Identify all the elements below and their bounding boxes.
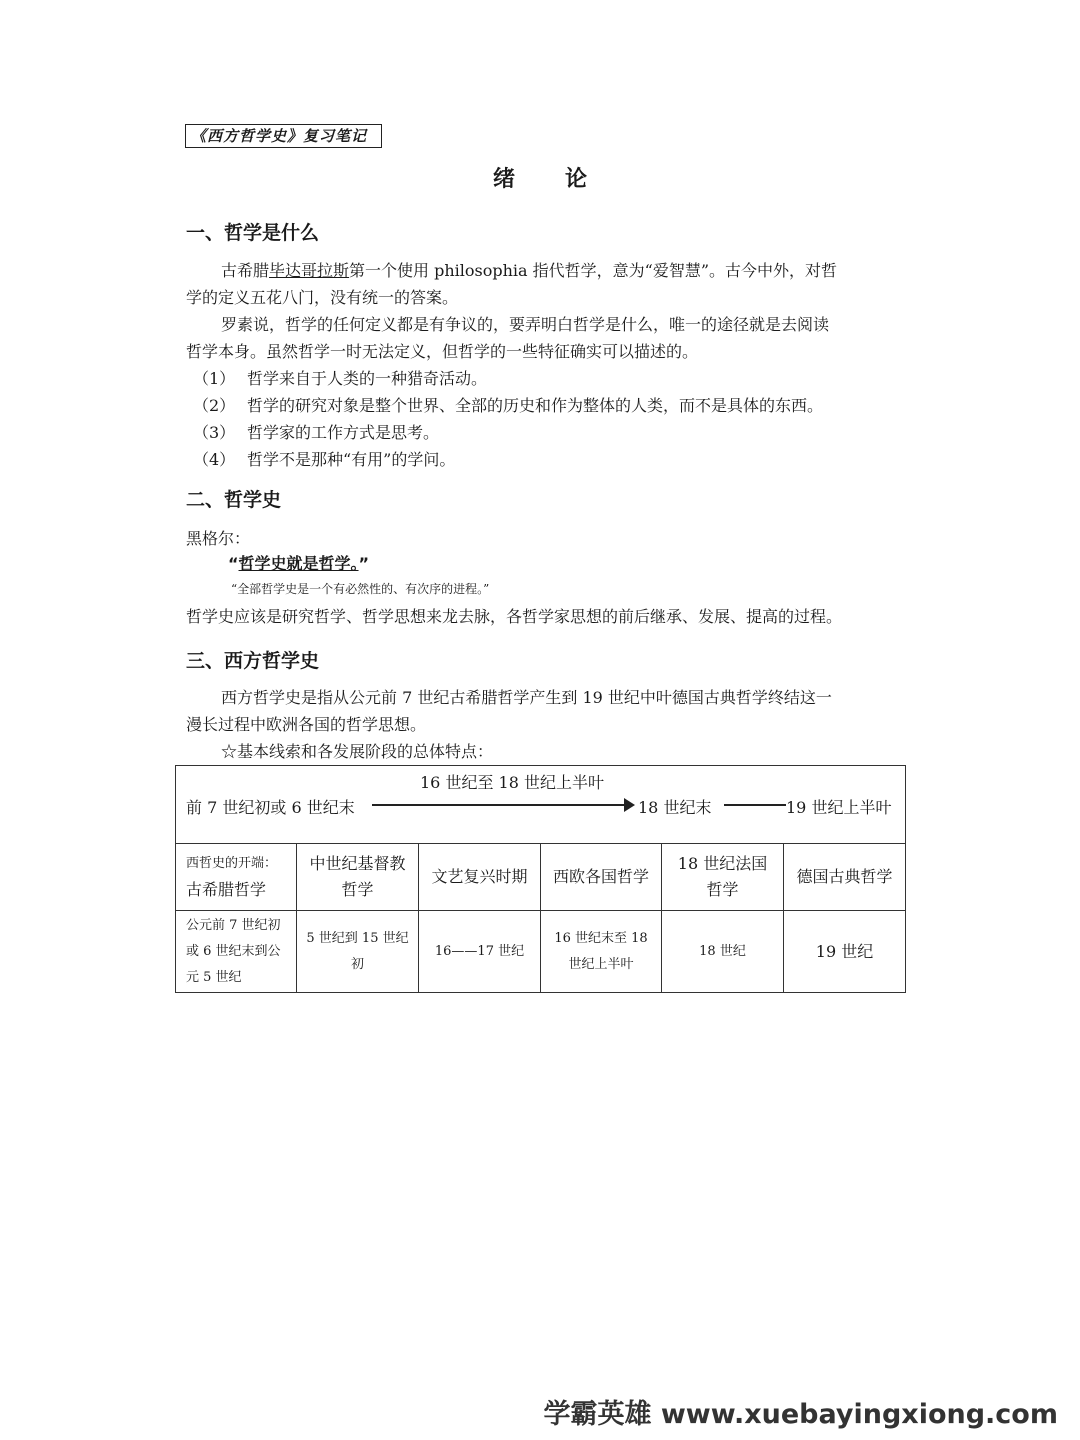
list-item-number: （2） [193, 396, 236, 415]
timeline-top-label: 16 世纪至 18 世纪上半叶 [420, 773, 604, 792]
table-cell: 16——17 世纪 [434, 943, 525, 959]
timeline-arrow-line [372, 804, 628, 806]
site-watermark: 学霸英雄 www.xuebayingxiong.com [543, 1399, 1058, 1430]
title-left: 绪 [492, 166, 515, 192]
section3-heading: 三、西方哲学史 [186, 650, 320, 672]
section1-heading: 一、哲学是什么 [186, 222, 320, 244]
list-item-text: 哲学的研究对象是整个世界、全部的历史和作为整体的人类，而不是具体的东西。 [247, 396, 824, 415]
pythagoras-name: 毕达哥拉斯 [269, 261, 350, 280]
table-cell: 16 世纪末至 18 世纪上半叶 [554, 930, 648, 972]
table-cell: 18 世纪 [699, 943, 746, 959]
page-title [0, 162, 1080, 193]
timeline-arrowhead-icon [624, 798, 635, 812]
table-cell: 公元前 7 世纪初或 6 世纪末到公元 5 世纪 [186, 917, 281, 985]
section2-heading: 二、哲学史 [186, 489, 282, 511]
timeline-line [724, 804, 786, 806]
table-header-cell: 德国古典哲学 [796, 867, 893, 886]
table-header-cell: 中世纪基督教哲学 [309, 854, 406, 899]
title-right: 论 [565, 166, 588, 192]
timeline-end: 19 世纪上半叶 [786, 798, 892, 817]
section1-paragraph1: 古希腊毕达哥拉斯第一个使用 philosophia 指代哲学，意为“爱智慧”。古今中外，对哲 学的定义五花八门，没有统一的答案。 [186, 261, 838, 307]
list-item-number: （1） [193, 369, 236, 388]
list-item-text: 哲学来自于人类的一种猎奇活动。 [247, 369, 488, 388]
section3-star-line: ☆基本线索和各发展阶段的总体特点： [221, 742, 494, 761]
table-cell: 5 世纪到 15 世纪初 [306, 930, 409, 972]
table-header-cell: 18 世纪法国哲学 [677, 854, 768, 899]
list-item-text: 哲学家的工作方式是思考。 [247, 423, 440, 442]
hegel-quote-secondary: “全部哲学史是一个有必然性的、有次序的进程。” [231, 582, 490, 596]
table-header-cell: 文艺复兴时期 [431, 867, 528, 886]
list-item-number: （3） [193, 423, 236, 442]
table-header-cell: 西哲史的开端： 古希腊哲学 [186, 856, 278, 899]
section1-paragraph2: 罗素说，哲学的任何定义都是有争议的，要弄明白哲学是什么，唯一的途径就是去阅读 哲学本身。虽然哲学一时无法定义，但哲学的一些特征确实可以描述的。 [186, 315, 830, 361]
header-box: 《西方哲学史》复习笔记 [185, 124, 382, 148]
timeline-start: 前 7 世纪初或 6 世纪末 [186, 798, 355, 817]
list-item-text: 哲学不是那种“有用”的学问。 [247, 450, 456, 469]
list-item-number: （4） [193, 450, 236, 469]
section3-paragraph: 西方哲学史是指从公元前 7 世纪古希腊哲学产生到 19 世纪中叶德国古典哲学终结这一 漫长过程中欧洲各国的哲学思想。 [186, 688, 832, 734]
table-cell: 19 世纪 [815, 941, 874, 961]
section2-summary: 哲学史应该是研究哲学、哲学思想来龙去脉，各哲学家思想的前后继承、发展、提高的过程。 [186, 607, 843, 626]
table-header-cell: 西欧各国哲学 [552, 867, 649, 886]
hegel-quote-main: “哲学史就是哲学。” [228, 554, 370, 573]
hegel-label: 黑格尔： [186, 529, 251, 548]
timeline-middle: 18 世纪末 [638, 798, 712, 817]
